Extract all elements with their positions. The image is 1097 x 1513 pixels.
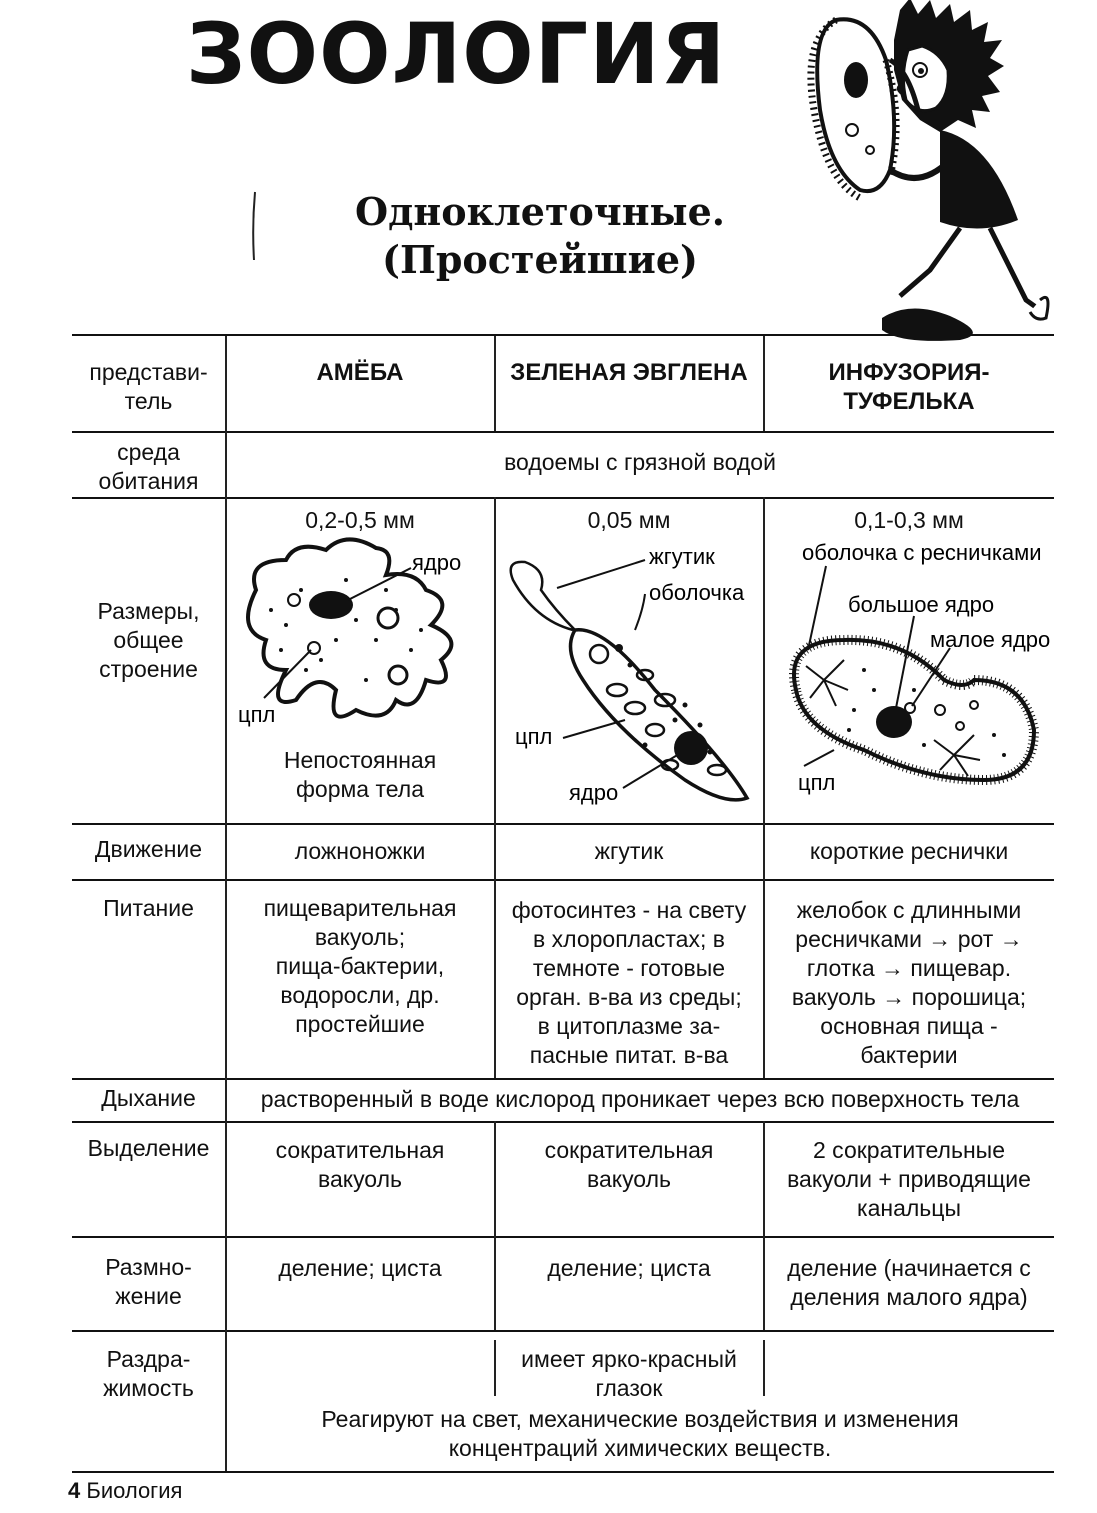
text-line: пища-бактерии, <box>275 953 445 979</box>
text-line: фотосинтез - на свету <box>511 897 747 923</box>
paramecium-label-small-nucleus: малое ядро <box>930 627 1051 652</box>
text-line: вакуоль; <box>314 924 406 950</box>
table-rule <box>72 879 1054 881</box>
note-line: Непостоянная <box>283 747 437 773</box>
text-line: вакуоль <box>318 1166 402 1192</box>
paramecium-reproduction <box>764 1254 1054 1312</box>
label-line: представи- <box>89 359 208 385</box>
paramecium-nutrition <box>764 896 1054 1070</box>
text-line: 2 сократительные <box>813 1137 1005 1163</box>
table-rule <box>72 1471 1054 1473</box>
row-label-reproduction <box>72 1253 225 1311</box>
label-line: жение <box>115 1283 182 1309</box>
text-line: деления малого ядра) <box>790 1284 1028 1310</box>
note-line: форма тела <box>295 776 425 802</box>
amoeba-diagram <box>226 530 494 750</box>
habitat-value: водоемы с грязной водой <box>504 449 776 475</box>
text-line: бактерии <box>860 1042 958 1068</box>
euglena-label-membrane: оболочка <box>649 580 745 605</box>
text-line: имеет ярко-красный <box>521 1346 737 1372</box>
amoeba-reproduction: деление; циста <box>278 1255 442 1281</box>
row-label-irritability <box>72 1345 225 1403</box>
row-label-nutrition: Питание <box>103 895 194 921</box>
text-line: концентраций химических веществ. <box>448 1435 832 1461</box>
text-line: вакуоль <box>587 1166 671 1192</box>
text-line: водоросли, др. <box>280 982 440 1008</box>
row-label-representative <box>72 358 225 416</box>
amoeba-excretion <box>226 1136 494 1194</box>
subtitle-line-2: (Простейшие) <box>381 237 698 282</box>
column-header-euglena: ЗЕЛЕНАЯ ЭВГЛЕНА <box>510 359 748 386</box>
text-line: ресничками → рот → <box>795 926 1023 952</box>
row-label-respiration: Дыхание <box>101 1085 196 1111</box>
amoeba-nutrition <box>226 894 494 1039</box>
column-header-paramecium <box>764 358 1054 416</box>
paramecium-label-membrane: оболочка с ресничками <box>802 540 1042 565</box>
label-line: общее <box>113 627 184 653</box>
euglena-size: 0,05 мм <box>587 507 671 533</box>
text-line: простейшие <box>295 1011 425 1037</box>
paramecium-label-big-nucleus: большое ядро <box>848 592 995 617</box>
subtitle-line-1: Одноклеточные. <box>354 189 726 234</box>
page-number: 4 <box>68 1478 81 1503</box>
paramecium-diagram <box>764 530 1054 820</box>
label-line: жимость <box>103 1375 194 1401</box>
label-line: Раздра- <box>106 1346 191 1372</box>
text-line: Реагируют на свет, механические воздействия и изменения <box>321 1406 959 1432</box>
text-line: сократительная <box>544 1137 714 1163</box>
row-label-habitat <box>72 438 225 496</box>
euglena-label-nucleus: ядро <box>569 780 619 805</box>
text-line: основная пища - <box>820 1013 998 1039</box>
euglena-label-flagellum: жгутик <box>649 544 715 569</box>
label-line: тель <box>124 388 173 414</box>
amoeba-label-nucleus: ядро <box>412 550 462 575</box>
header-line: ТУФЕЛЬКА <box>843 388 975 415</box>
page-subtitle <box>300 188 780 284</box>
euglena-movement: жгутик <box>594 838 664 864</box>
text-line: сократительная <box>275 1137 445 1163</box>
page-title: ЗООЛОГИЯ <box>186 5 727 103</box>
respiration-value: растворенный в воде кислород проникает через всю поверхность тела <box>260 1086 1020 1112</box>
euglena-excretion <box>495 1136 763 1194</box>
euglena-irritability <box>495 1345 763 1403</box>
row-label-movement: Движение <box>94 836 203 862</box>
text-line: в цитоплазме за- <box>537 1013 721 1039</box>
label-line: обитания <box>98 468 199 494</box>
row-label-structure <box>72 597 225 684</box>
column-header-amoeba: АМЁБА <box>316 359 404 386</box>
paramecium-excretion <box>764 1136 1054 1223</box>
page-footer <box>68 1478 182 1504</box>
paramecium-label-cytoplasm: цпл <box>798 770 836 795</box>
cartoon-girl-with-protozoan-illustration <box>790 0 1090 350</box>
text-line: вакуоли + приводящие <box>787 1166 1031 1192</box>
footer-subject: Биология <box>86 1478 183 1503</box>
text-line: в хлоропластах; в <box>533 926 725 952</box>
text-line: деление (начинается с <box>787 1255 1031 1281</box>
header-line: ИНФУЗОРИЯ- <box>828 359 990 386</box>
table-column-divider <box>763 1340 765 1396</box>
table-rule <box>72 823 1054 825</box>
text-line: глотка → пищевар. <box>806 955 1012 981</box>
euglena-diagram <box>495 530 763 820</box>
text-line: пасные питат. в-ва <box>529 1042 729 1068</box>
table-rule <box>72 1236 1054 1238</box>
text-line: пищеварительная <box>263 895 457 921</box>
euglena-nutrition <box>495 896 763 1070</box>
text-line: глазок <box>595 1375 663 1401</box>
text-line: канальцы <box>857 1195 961 1221</box>
amoeba-size: 0,2-0,5 мм <box>305 507 415 533</box>
amoeba-movement: ложноножки <box>294 838 426 864</box>
label-line: Размно- <box>105 1254 192 1280</box>
table-rule <box>72 497 1054 499</box>
label-line: Размеры, <box>97 598 200 624</box>
table-rule <box>72 1121 1054 1123</box>
table-rule <box>72 1078 1054 1080</box>
irritability-common <box>226 1405 1054 1463</box>
row-label-excretion: Выделение <box>87 1135 210 1161</box>
text-line: орган. в-ва из среды; <box>516 984 742 1010</box>
label-line: строение <box>99 656 198 682</box>
text-line: темноте - готовые <box>532 955 726 981</box>
label-line: среда <box>117 439 180 465</box>
table-rule <box>72 334 1054 336</box>
amoeba-form-note <box>226 746 494 804</box>
euglena-reproduction: деление; циста <box>547 1255 711 1281</box>
paramecium-movement: короткие реснички <box>809 838 1009 864</box>
amoeba-label-cytoplasm: цпл <box>238 702 276 727</box>
paramecium-size: 0,1-0,3 мм <box>854 507 964 533</box>
text-line: желобок с длинными <box>796 897 1022 923</box>
margin-mark <box>250 190 258 262</box>
text-line: вакуоль → порошица; <box>791 984 1027 1010</box>
table-rule <box>72 431 1054 433</box>
euglena-label-cytoplasm: цпл <box>515 724 553 749</box>
table-rule <box>72 1330 1054 1332</box>
